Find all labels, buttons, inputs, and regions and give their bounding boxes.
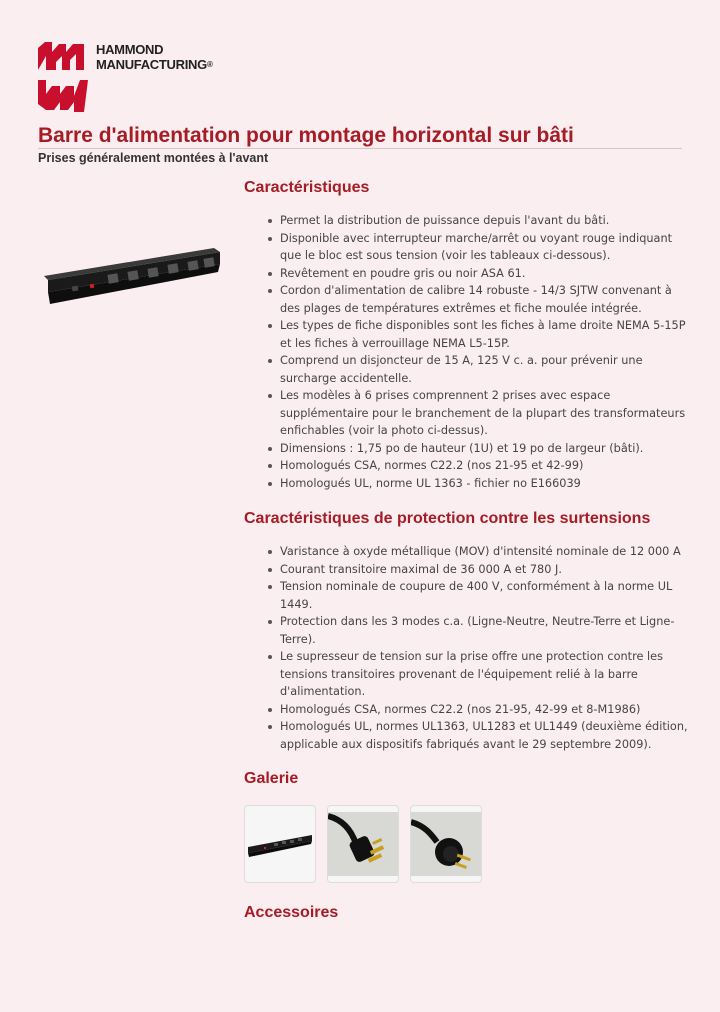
page-subtitle: Prises généralement montées à l'avant (38, 151, 269, 165)
list-item: Les modèles à 6 prises comprennent 2 prises avec espace supplémentaire pour le branchement de la plupart des transformateurs enfichables (voir la photo ci-dessus). (244, 387, 692, 440)
surge-heading: Caractéristiques de protection contre les surtensions (244, 510, 651, 527)
brand-line-1: HAMMOND (96, 42, 164, 57)
gallery-thumb-straight-plug[interactable] (327, 805, 399, 883)
list-item: Permet la distribution de puissance depuis l'avant du bâti. (244, 212, 692, 230)
hammond-logo[interactable] (38, 42, 238, 114)
list-item: Le supresseur de tension sur la prise offre une protection contre les tensions transitoires provenant de l'équipement relié à la barre d'alimentation. (244, 648, 692, 701)
features-list (244, 212, 692, 492)
list-item: Homologués CSA, normes C22.2 (nos 21-95 et 42-99) (244, 457, 692, 475)
locking-plug-thumbnail-icon (411, 812, 481, 876)
list-item: Cordon d'alimentation de calibre 14 robuste - 14/3 SJTW convenant à des plages de températures extrêmes et fiche moulée intégrée. (244, 282, 692, 317)
list-item: Homologués UL, norme UL 1363 - fichier no E166039 (244, 475, 692, 493)
brand-line-2: MANUFACTURING (96, 57, 207, 72)
features-heading: Caractéristiques (244, 179, 370, 196)
list-item: Les types de fiche disponibles sont les fiches à lame droite NEMA 5-15P et les fiches à verrouillage NEMA L5-15P. (244, 317, 692, 352)
list-item: Homologués CSA, normes C22.2 (nos 21-95, 42-99 et 8-M1986) (244, 701, 692, 719)
list-item: Dimensions : 1,75 po de hauteur (1U) et 19 po de largeur (bâti). (244, 440, 692, 458)
accessories-heading: Accessoires (244, 904, 339, 921)
list-item: Varistance à oxyde métallique (MOV) d'intensité nominale de 12 000 A (244, 543, 692, 561)
gallery-heading: Galerie (244, 770, 299, 787)
gallery (244, 805, 692, 883)
list-item: Tension nominale de coupure de 400 V, conformément à la norme UL 1449. (244, 578, 692, 613)
power-bar-image-icon (44, 244, 224, 308)
list-item: Disponible avec interrupteur marche/arrêt ou voyant rouge indiquant que le bloc est sous tension (voir les tableaux ci-dessous). (244, 230, 692, 265)
power-bar-thumbnail-icon (246, 829, 314, 859)
list-item: Comprend un disjoncteur de 15 A, 125 V c. a. pour prévenir une surcharge accidentelle. (244, 352, 692, 387)
list-item: Revêtement en poudre gris ou noir ASA 61. (244, 265, 692, 283)
straight-blade-plug-thumbnail-icon (328, 812, 398, 876)
surge-list (244, 543, 692, 753)
title-divider (38, 148, 682, 149)
product-image (44, 244, 224, 312)
list-item: Protection dans les 3 modes c.a. (Ligne-Neutre, Neutre-Terre et Ligne-Terre). (244, 613, 692, 648)
hammond-logo-icon (38, 42, 88, 112)
registered-mark: ® (206, 60, 213, 69)
gallery-thumb-power-bar[interactable] (244, 805, 316, 883)
page-title: Barre d'alimentation pour montage horizontal sur bâti (38, 124, 574, 147)
list-item: Homologués UL, normes UL1363, UL1283 et UL1449 (deuxième édition, applicable aux dispositifs fabriqués avant le 29 septembre 2009). (244, 718, 692, 753)
gallery-thumb-locking-plug[interactable] (410, 805, 482, 883)
list-item: Courant transitoire maximal de 36 000 A et 780 J. (244, 561, 692, 579)
